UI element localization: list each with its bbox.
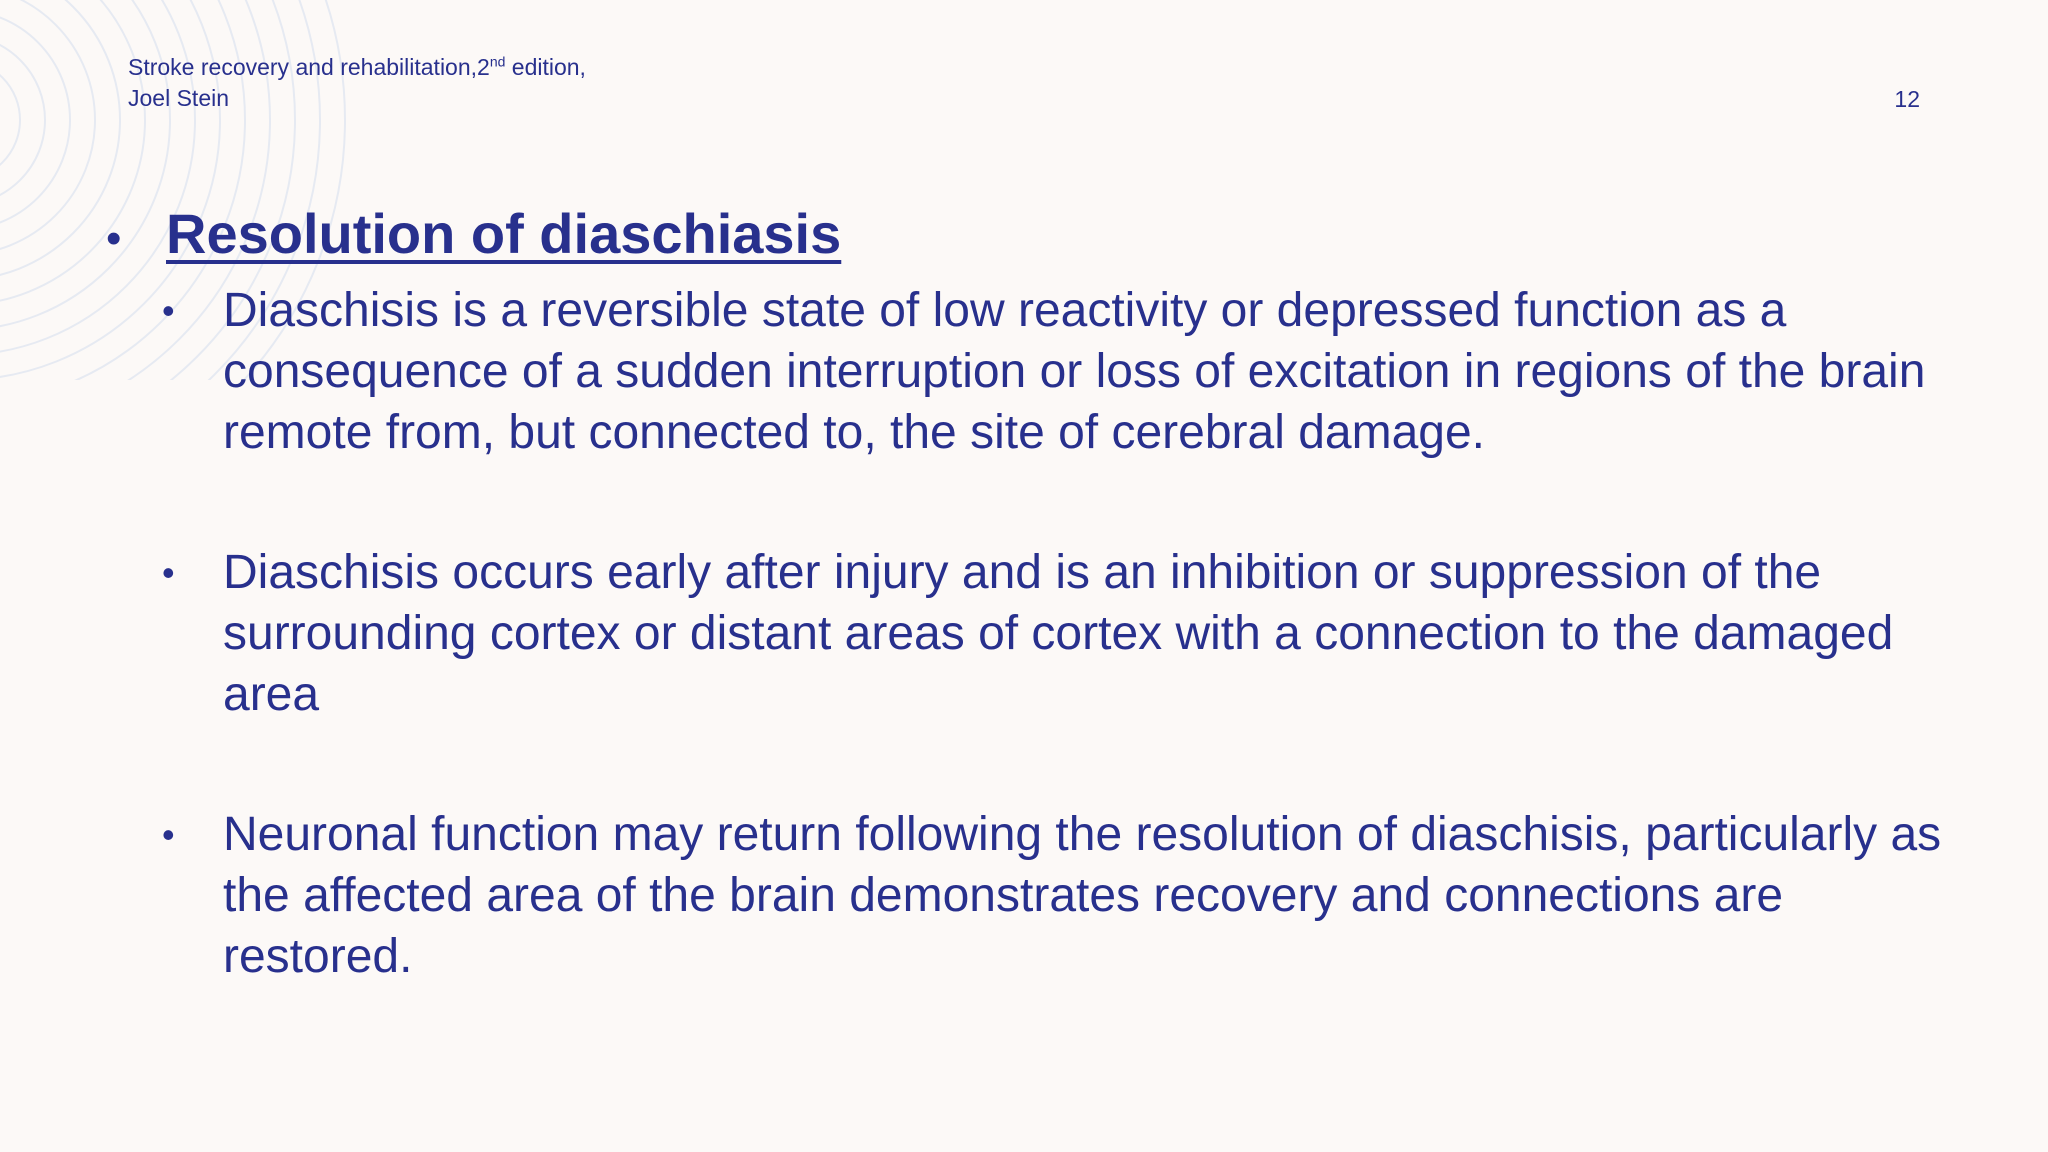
page-number: 12 [1894,86,1920,112]
list-bullet: • [162,290,175,331]
heading-bullet: • [106,214,122,263]
list-item-text: Diaschisis is a reversible state of low reactivity or depressed function as a consequence of a sudden interruption or loss of excitation in regions of the brain remote from, but connected to, the site of cerebral damage. [223,284,1926,459]
slide-heading: Resolution of diaschiasis [166,202,842,265]
source-author: Joel Stein [128,85,230,111]
source-edition-text: edition, [505,54,586,80]
bullet-list [160,280,1950,987]
list-bullet: • [162,814,175,855]
source-title-text: Stroke recovery and rehabilitation,2 [128,54,490,80]
list-item [160,804,1950,987]
heading-row [106,200,841,273]
list-bullet: • [162,552,175,593]
list-item-text: Neuronal function may return following the resolution of diaschisis, particularly as the affected area of the brain demonstrates recovery and connections are restored. [223,808,1942,983]
list-item [160,280,1950,463]
source-line-1 [128,52,586,83]
source-citation [128,52,586,114]
list-item-text: Diaschisis occurs early after injury and is an inhibition or suppression of the surrounding cortex or distant areas of cortex with a connection to the damaged area [223,546,1894,721]
list-item [160,542,1950,725]
source-ordinal-superscript: nd [489,53,506,70]
